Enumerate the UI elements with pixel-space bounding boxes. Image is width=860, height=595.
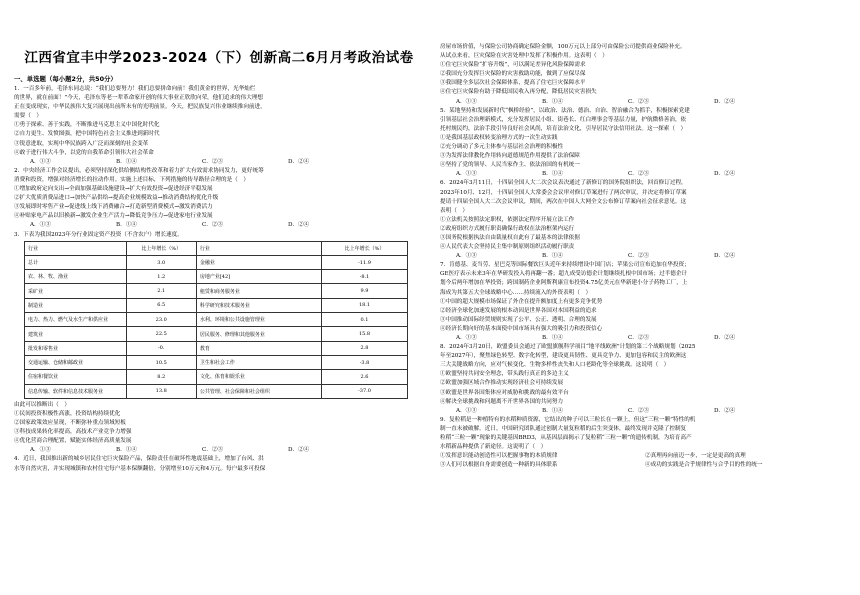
option-row [440, 461, 850, 470]
table-cell: 0.1 [322, 313, 408, 327]
question-stem-line: 8．2024年3月20日，欧盟委员会通过了欧盟旗舰科学项目“地平线欧洲”计划的第二个战略规划（2025 [440, 344, 696, 351]
choice-b: B．①④ [542, 407, 563, 414]
table-row [25, 298, 408, 312]
table-cell: 租赁和商务服务业 [196, 284, 321, 298]
question-1 [14, 85, 424, 167]
right-column [440, 43, 850, 470]
question-stem-line: 3．下表为我国2023年分行业固定资产投资（不含农户）增长速度。 [14, 231, 183, 238]
choice-a: A．①③ [456, 407, 477, 414]
option-line: ①欧盟坚持共同安全理念，带头践行真正的多边主义 [440, 371, 569, 378]
table-cell: -37.0 [322, 384, 408, 398]
table-cell: 2.6 [322, 370, 408, 384]
option-line: ④解决全球挑战和问题离不开世界各国的共同努力 [440, 398, 564, 405]
table-cell: 2.8 [322, 341, 408, 355]
answer-choices [14, 221, 424, 230]
table-cell: 房地产业[42] [196, 270, 321, 284]
question-stem-line: 提请十四届全国人大二次会议审议，期间，两次在中国人大网全文公布修订草案向社会征求意见。这 [440, 198, 687, 205]
table-header-cell: 比上年增长（%） [322, 241, 408, 255]
choice-c: C．②③ [628, 171, 650, 178]
question-stem-line: 2023年10月、12月，十四届全国人大常委会会议审对修订草案进行了两次审议，并决定将修订草案 [440, 189, 687, 196]
option-line: ④人民代表大会坚持民主集中制原则组织活动履行职责 [440, 244, 575, 251]
option-line: ①立法机关按照法定职权，依据法定程序开展立法工作 [440, 216, 575, 223]
option-row [440, 452, 850, 461]
option-line: ②真理再向前迈一步，一定是更高的真理 [645, 453, 746, 460]
option-line: ③科技成果转化率提高，高技术产业竞争力增强 [14, 429, 132, 436]
choice-b: B．①④ [542, 98, 563, 105]
option-line: ②政府组织方式履行职责确保行政权在法治框架内运行 [440, 225, 575, 232]
table-cell: 交通运输、仓储和邮政业 [25, 355, 127, 369]
question-6 [440, 179, 850, 261]
answer-choices [14, 446, 424, 455]
table-cell: 制造业 [25, 298, 127, 312]
question-stem-line: 水稻新品种提供了新途径。这说明了（ ） [440, 444, 547, 451]
choice-d: D．②④ [714, 253, 736, 260]
option-line: ①住宅巨灾保险“扩容升级”，可以满足差异化风险保障需求 [440, 62, 586, 69]
question-stem-line: 水等自然灾害，并实现城镇和农村住宅每户基本保额翻倍，分别增至10万元和4万元。每户最多可投保 [14, 465, 266, 472]
table-cell: 科学研究和技术服务业 [196, 298, 321, 312]
choice-c: C．②③ [202, 447, 224, 454]
option-line: ②充分调动了多元主体参与基层社会治理的积极性 [440, 144, 564, 151]
choice-a: A．①③ [456, 253, 477, 260]
choice-c: C．②③ [628, 253, 650, 260]
table-cell: 农、林、牧、渔业 [25, 270, 127, 284]
option-line: ②国家政策效应显现，不断弥补重点领域短板 [14, 420, 126, 427]
table-cell: -3.8 [322, 355, 408, 369]
question-stem-line: 划今后两年增加在华投资；跨国制药企业阿斯利康宣布投资4.75亿美元在华新建小分子药物工厂，上 [440, 280, 688, 287]
question-stem-line: 2．中央经济工作会议提出，必须坚持深化供给侧结构性改革和着力扩大有效需求协同发力，更好统筹 [14, 167, 264, 174]
question-3 [14, 231, 424, 456]
question-stem-line: 制一直未被破解。近日，中国研究团队通过创制大量复粒稻的后生突变体，最终发现并克隆了控制复 [440, 425, 687, 432]
choice-b: B．①④ [116, 158, 137, 165]
question-stem-line: 9．复粒稻是一种植特有的水稻种质资源，它结出的种子可以三粒长在一颗上，但这“三粒一颗”特性的机 [440, 416, 696, 423]
choice-a: A．①③ [456, 98, 477, 105]
option-line: ③为发挥法律教化作用转向道德规范作用提供了法治保障 [440, 153, 580, 160]
question-stem-line: 由此可以推断出（ ） [14, 401, 70, 408]
table-cell: 建筑业 [25, 327, 127, 341]
question-4-continued [440, 43, 850, 107]
answer-choices [440, 334, 850, 343]
choice-a: A．①③ [456, 335, 477, 341]
option-line: ④优化营商合理配置，赋能实体经济高质量发展 [14, 438, 132, 445]
table-row [25, 270, 408, 284]
choice-b: B．①④ [542, 335, 563, 341]
table-cell: 信息传输、软件和信息技术服务业 [25, 384, 127, 398]
table-cell: 采矿业 [25, 284, 127, 298]
answer-choices [440, 252, 850, 261]
option-line: ③人们可以根据自身需要创造一种新的具体联系 [440, 462, 558, 469]
table-cell: 住宿和餐饮业 [25, 370, 127, 384]
option-line: ③国务院根据执法自由裁量权自此有了最基本的法律依据 [440, 234, 580, 241]
option-line: ④坚持了党的领导、人民当家作主、依法治国的有机统一 [440, 162, 580, 169]
table-cell: 8.2 [126, 370, 196, 384]
table-cell: 3.0 [126, 255, 196, 269]
option-line: ③锐意进取，实现中华民族跨入广泛而深刻的社会变革 [14, 140, 149, 147]
question-stem-line: 三大关键战略方向，应对气候变化、生物多样性丧失和人口老龄化等全球挑战。这说明（ ） [440, 362, 670, 369]
table-cell: 居民服务、修理和其他服务业 [196, 327, 321, 341]
question-stem-line: 消费和投资，增强对经济增长的拉动作用。实施上述目标，下列措施的传导路径合理的是（ ） [14, 176, 249, 183]
table-cell: 23.0 [126, 313, 196, 327]
question-stem-line: 1．一百多年前，毛泽东同志说：“我们总要努力！我们总要拼命向前！我们黄金的世界，光华灿烂 [14, 86, 256, 92]
table-row [25, 384, 408, 398]
option-line: ①中国的超大规模市场保证了外企在提升额加度上有更多竞争优势 [440, 298, 603, 305]
question-stem-line: 托村规民约，法治手段引导良好社会风尚，培育法治文化，引导居民守法信用社法。这一探索（ ） [440, 125, 687, 132]
table-cell: 13.8 [126, 384, 196, 398]
question-stem-line: 引领基层社会治理新模式，充分发挥居民小组、街巷长、红白理事会等基层力量，护航微格善治，依 [440, 116, 687, 123]
table-row [25, 341, 408, 355]
table-cell: 9.9 [322, 284, 408, 298]
option-line: ④成功的实践是合乎规律性与合乎目的性的统一 [645, 462, 763, 469]
question-stem-line: 的世界，就在前面！”今天，毛泽东等老一辈革命家开创的伟大事业正欣欣向荣，他们追求的伟大理想 [14, 95, 263, 102]
table-cell: 卫生和社会工作 [196, 355, 321, 369]
exam-title: 江西省宜丰中学2023-2024（下）创新高二6月月考政治试卷 [24, 50, 414, 66]
choice-a: A．①③ [30, 222, 51, 229]
table-cell: 2.1 [126, 284, 196, 298]
option-line: ④经济长期向好的基本面使中国市场具有强大的吸引力和投资信心 [440, 325, 603, 332]
choice-c: C．②③ [202, 158, 224, 165]
question-8 [440, 343, 850, 416]
table-cell: 18.1 [322, 298, 408, 312]
option-line: ②我国充分发挥巨灾保险的灾害救助功能，做到了应保尽保 [440, 71, 586, 78]
choice-c: C．②③ [628, 98, 650, 105]
answer-choices [440, 407, 850, 416]
choice-d: D．②④ [714, 407, 736, 414]
table-cell: 教育 [196, 341, 321, 355]
question-stem-line: 7．肯德基、麦当劳、星巴克等国际餐饮巨头近年来持续增设中国门店；苹果公司宣布追加在华投资； [440, 262, 690, 269]
table-cell: 总计 [25, 255, 127, 269]
choice-d: D．②④ [288, 222, 310, 229]
left-column [14, 0, 424, 474]
option-line: ②欧盟加强区域合作推动实现经济社会可持续发展 [440, 380, 564, 387]
table-row [25, 370, 408, 384]
choice-b: B．①④ [116, 447, 137, 454]
table-cell: 6.5 [126, 298, 196, 312]
question-stem-line: 6．2024年3月11日，十四届全国人大二次会议表决通过了新修订的国务院组织法，回首修订过程， [440, 180, 687, 187]
answer-choices [440, 98, 850, 107]
table-cell: 批发和零售业 [25, 341, 127, 355]
choice-c: C．②③ [202, 222, 224, 229]
choice-b: B．①④ [542, 171, 563, 178]
option-line: ①是我国基层政权转变治理方式的一次生动实践 [440, 134, 558, 141]
question-2 [14, 167, 424, 231]
table-cell: 1.2 [126, 270, 196, 284]
table-cell: 22.5 [126, 327, 196, 341]
choice-b: B．①④ [542, 253, 563, 260]
answer-choices [440, 170, 850, 179]
option-line: ①民间投资积极性高涨，投资结构持续优化 [14, 410, 121, 417]
question-stem-line: GE医疗表示未来3年在华研发投入将再翻一番；超九成受访德企计划继续扎根中国市场；过半德企计 [440, 271, 688, 278]
table-cell: 水利、环境和公共设施管理业 [196, 313, 321, 327]
question-4 [14, 455, 424, 473]
option-line: ②扩大优质消费品进口→加快产品供给→提高企业规模效益→推动消费结构优化升级 [14, 195, 219, 202]
table-cell: -8.1 [322, 270, 408, 284]
question-stem-line: 正在变成现实，中华民族伟大复兴展现出前所未有的光明前景。今天，把民族复兴伟业继续推向前进， [14, 104, 266, 111]
choice-d: D．②④ [714, 98, 736, 105]
table-header-cell: 行业 [25, 241, 127, 255]
option-line: ③我国健全多层次社会保障体系，提高了住宅巨灾保障水平 [440, 80, 586, 87]
choice-d: D．②④ [714, 171, 736, 178]
table-row [25, 355, 408, 369]
choice-d: D．②④ [714, 335, 736, 341]
question-stem-line: 粒稻“三粒一颗”现象的关键基因BRD3，从基因层面揭示了复粒稻“三粒一颗”的遗传机制，为培育高产 [440, 435, 692, 442]
option-line: ④敢于进行伟大斗争，以党的自我革命引领伟大社会革命 [14, 149, 154, 156]
question-5 [440, 107, 850, 180]
option-line: ④住宅巨灾保险有助于降低国民收入再分配，降低居民灾害损失 [440, 89, 597, 96]
question-stem-line: 5．某地坚持和发展新时代“枫桥经验”，以政治、法治、德治、自治、智治融合为抓手，积极探索党建 [440, 107, 690, 114]
table-cell: -11.9 [322, 255, 408, 269]
option-line: ③中国推动国际经贸规则实现了公平、公正、透明、合理的发展 [440, 316, 597, 323]
choice-a: A．①③ [30, 158, 51, 165]
table-header-cell: 行业 [196, 241, 321, 255]
table-cell: -0. [126, 341, 196, 355]
choice-b: B．①④ [116, 222, 137, 229]
question-7 [440, 261, 850, 343]
option-line: ①勇于探索、善于实践，不断推进马克思主义中国化时代化 [14, 122, 160, 129]
table-cell: 10.5 [126, 355, 196, 369]
table-row [25, 313, 408, 327]
table-header-row [25, 241, 408, 255]
option-line: ③欧盟是世界各国集体应对威胁和挑战的最有效平台 [440, 389, 569, 396]
choice-d: D．②④ [288, 447, 310, 454]
question-stem-line: 表明（ ） [440, 207, 468, 214]
question-stem-line: 从试点来看，巨灾保险在灾害处理中发挥了积极作用。这表明（ ） [440, 53, 608, 60]
table-row [25, 255, 408, 269]
option-line: ④补贴家电产品以旧换新→激发企业生产活力→降低竞争压力→促进家电行业发展 [14, 213, 213, 220]
table-cell: 15.8 [322, 327, 408, 341]
question-stem-line: 4．近日，我国推出新的城乡居民住宅巨灾保险产品，保险责任在破坏性地震基础上，增加了台风、洪 [14, 456, 264, 463]
question-stem-line: 年至2027年），聚焦绿色转型、数字化转型，建设更具韧性、更具竞争力、更加包容和民主的欧洲这 [440, 353, 687, 360]
option-line: ①增加政府定向支出→全面加强基础设施建设→扩大有效投资→促进经济平稳发展 [14, 186, 213, 193]
table-header-cell: 比上年增长（%） [126, 241, 196, 255]
option-line: ①发挥意识能动创造性可以把握事物的本质规律 [440, 453, 558, 460]
table-cell: 公共管理、社会保障和社会组织 [196, 384, 321, 398]
choice-d: D．②④ [288, 158, 310, 165]
table-cell: 电力、热力、燃气及水生产和供应业 [25, 313, 127, 327]
section-heading: 一、单选题（每小题2分，共50分） [14, 75, 117, 83]
answer-choices [14, 158, 424, 167]
question-stem-line: 海成为其第五大全球战略中心……持续流入的外资表明（ ） [440, 289, 592, 296]
option-line: ③发展即时零售产业→促进线上线下消费融合→打造新型消费模式→激发消费活力 [14, 204, 213, 211]
choice-c: C．②③ [628, 335, 650, 341]
choice-a: A．①③ [456, 171, 477, 178]
question-stem-line: 房屋市场价值，与保险公司协商确定保险金额，100万元以上部分可由保险公司提供商业保险补充。 [440, 44, 686, 50]
table-cell: 文化、体育和娱乐业 [196, 370, 321, 384]
question-9 [440, 416, 850, 471]
question-stem-line: 需要（ ） [14, 113, 42, 120]
investment-table [24, 241, 408, 399]
table-cell: 金融业 [196, 255, 321, 269]
option-line: ②自力更生、发愤图强，把中国特色社会主义推进到新时代 [14, 131, 160, 138]
choice-c: C．②③ [628, 407, 650, 414]
choice-a: A．①③ [30, 447, 51, 454]
table-row [25, 327, 408, 341]
table-row [25, 284, 408, 298]
option-line: ②经济全球化加速发展的根本动因是世界各国对本国利益的追求 [440, 307, 597, 314]
